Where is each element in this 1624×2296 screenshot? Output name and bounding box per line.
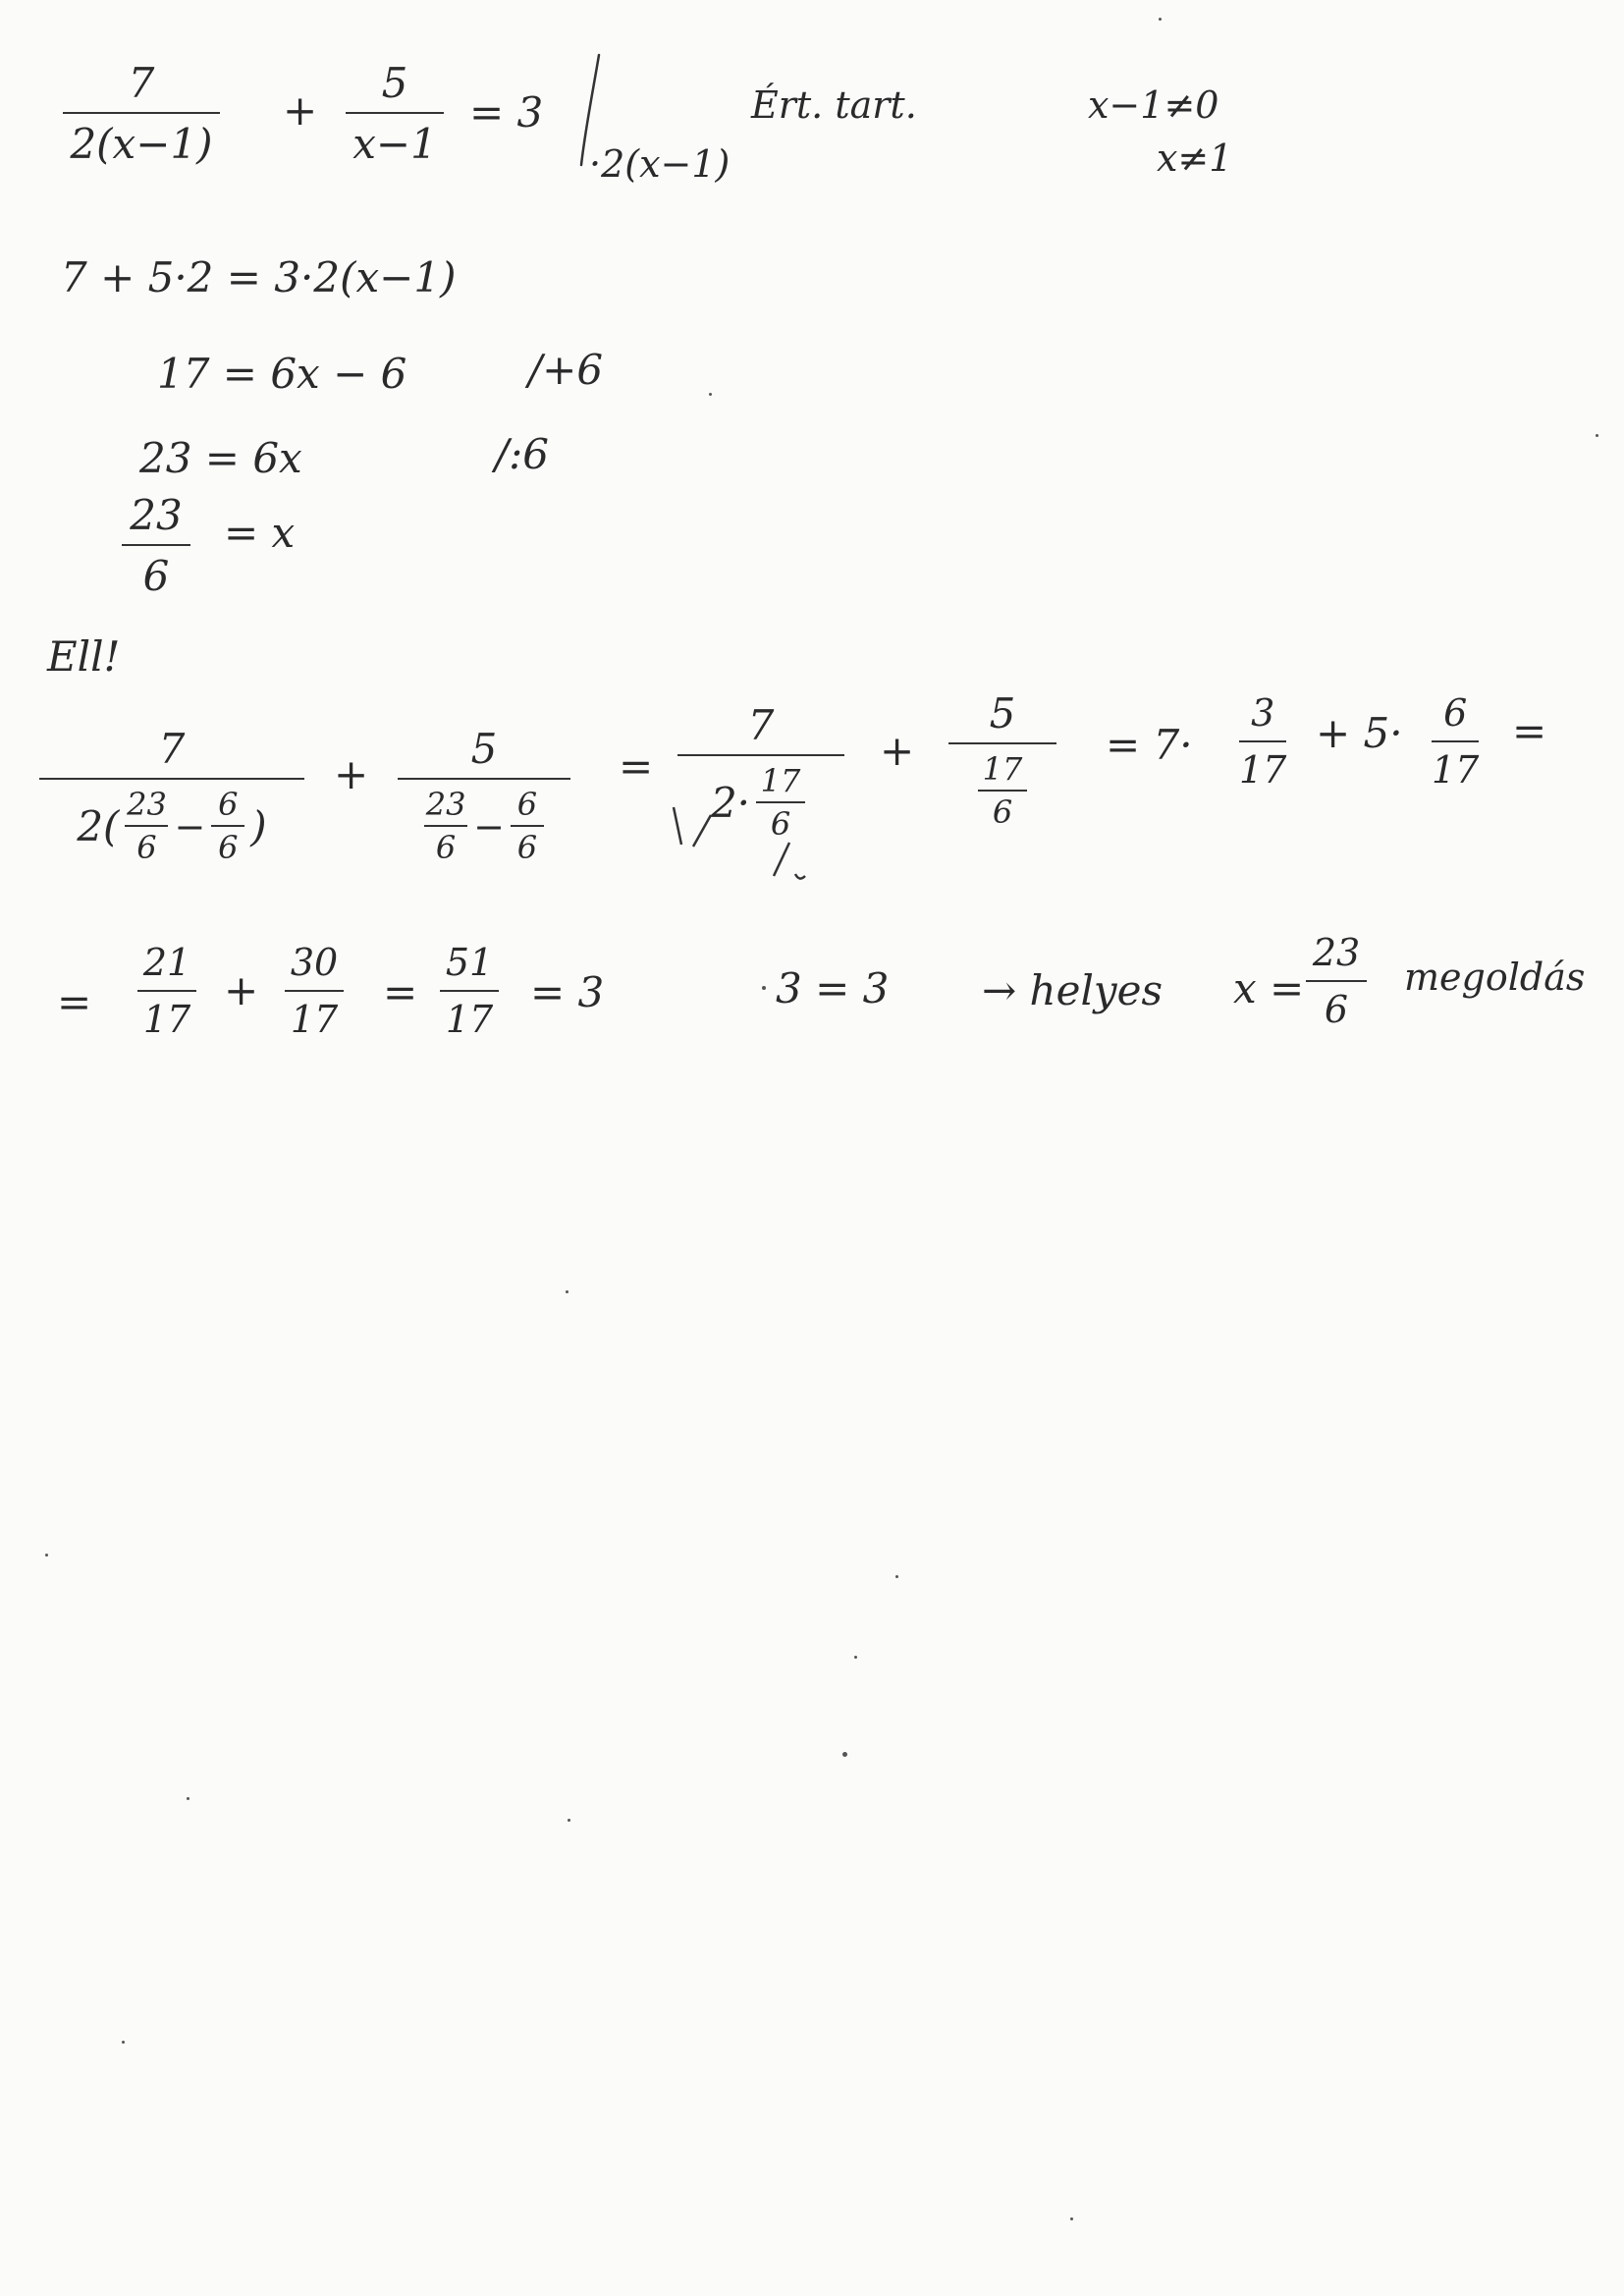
speck [842,1752,847,1757]
denominator: 6 [142,552,170,601]
den-minus: − [473,804,505,848]
final-plus: + [224,966,259,1014]
denominator: 6 [1324,987,1349,1031]
denominator: 2(x−1) [70,120,213,169]
inner-fraction-6-6 [511,788,544,865]
speck [1596,434,1598,437]
fraction-bar [398,778,570,780]
fraction-bar [1239,740,1286,742]
inner-fraction-17-6 [978,752,1027,830]
denominator: 6 [435,829,457,867]
plus-sign: + [283,86,318,135]
numerator: 6 [1443,691,1468,735]
numerator: 7 [158,725,186,773]
domain-condition-2: x≠1 [1157,137,1233,180]
denominator: 17 [445,997,494,1041]
fraction-bar [1306,980,1367,982]
numerator: 5 [381,59,408,107]
numerator: 6 [218,786,239,824]
speck [568,1819,570,1822]
numerator: 30 [290,941,339,984]
step-1: 7 + 5·2 = 3·2(x−1) [61,253,457,301]
step-3-operation: /:6 [495,430,550,478]
cancel-strokes [664,786,860,884]
fraction-bar [440,990,499,992]
domain-label: Ért. tart. [751,83,917,127]
numerator: 17 [982,750,1023,789]
fraction-bar [122,544,190,546]
final-rhs: = 3 [530,968,605,1016]
fraction-bar [511,825,544,827]
equation-rhs: = 3 [469,88,544,137]
numerator: 7 [747,701,775,749]
fraction-bar [346,112,444,114]
numerator: 23 [1312,931,1361,974]
inner-fraction-23-6 [125,788,168,865]
speck [45,1554,48,1557]
denominator: 6 [992,793,1013,832]
denominator: x−1 [352,120,437,169]
final-correct-note: → helyes [982,966,1164,1014]
denominator: 17 [1432,747,1480,792]
check-plus-2: + [880,727,915,775]
step-3: 23 = 6x [139,434,302,482]
denominator: 17 [1239,747,1287,792]
final-equals-0: = [57,978,92,1026]
fraction-23-over-6 [122,493,190,599]
fraction-bar [63,112,220,114]
denominator: 6 [218,829,239,867]
final-solution-word: megoldás [1404,956,1586,999]
speck [1070,2217,1073,2220]
numerator: 51 [445,941,494,984]
operation-multiply: ·2(x−1) [589,142,731,186]
fraction-bar [137,990,196,992]
speck [566,1290,568,1293]
speck [895,1575,898,1578]
check-equals-3: = [1512,707,1547,755]
numerator: 23 [425,786,466,824]
numerator: 17 [760,762,801,800]
final-fraction-21-17 [137,943,196,1041]
denominator: 6 [516,829,538,867]
den-suffix: ) [250,801,267,850]
numerator: 7 [128,59,155,107]
denominator: 17 [142,997,191,1041]
numerator: 5 [470,725,498,773]
speck [122,2041,125,2044]
numerator: 6 [516,786,538,824]
fraction-bar [211,825,244,827]
fraction-bar [948,742,1056,744]
final-fraction-51-17 [440,943,499,1041]
fraction-5-over-x-1 [346,61,444,167]
dot-mark [762,986,766,990]
fraction-bar [285,990,344,992]
fraction-bar [125,825,168,827]
final-x-label: x = [1233,964,1305,1012]
step-4-rhs: = x [224,509,296,557]
step-2-operation: /+6 [528,346,604,394]
fraction-7-over-2x-1 [63,61,220,167]
check-fraction-5 [1239,693,1286,792]
final-solution-fraction [1306,933,1367,1031]
final-fraction-30-17 [285,943,344,1041]
den-prefix: 2· [710,778,751,827]
fraction-bar [677,754,844,756]
numerator: 23 [127,786,167,824]
denominator: 6 [136,829,157,867]
domain-condition-1: x−1≠0 [1088,83,1219,127]
speck [1159,18,1162,21]
fraction-bar [1432,740,1479,742]
check-plus-1: + [334,750,369,798]
fraction-bar [424,825,467,827]
numerator: 5 [989,689,1016,738]
numerator: 21 [142,941,191,984]
final-check: 3 = 3 [776,964,890,1012]
check-mid: + 5· [1316,709,1403,757]
check-fraction-4 [948,691,1056,831]
denominator [978,752,1027,830]
speck [854,1656,857,1659]
den-minus: − [174,804,206,848]
numerator: 3 [1251,691,1275,735]
step-2: 17 = 6x − 6 [157,350,407,398]
check-fraction-2 [398,727,570,866]
den-prefix: 2( [77,801,120,850]
check-fraction-6 [1432,693,1479,792]
denominator [418,788,550,865]
final-equals-1: = [383,968,418,1016]
check-fraction-1 [39,727,304,866]
denominator [77,788,266,865]
check-equals-1: = [619,742,654,791]
inner-fraction-6-6 [211,788,244,865]
numerator: 23 [130,491,183,539]
fraction-bar [39,778,304,780]
denominator: 17 [290,997,339,1041]
check-label: Ell! [47,632,121,681]
speck [187,1797,189,1800]
speck [709,393,712,396]
denominator: 6 [770,805,791,844]
check-equals-2: = 7· [1106,721,1193,769]
fraction-bar [978,790,1027,792]
inner-fraction-23-6 [424,788,467,865]
